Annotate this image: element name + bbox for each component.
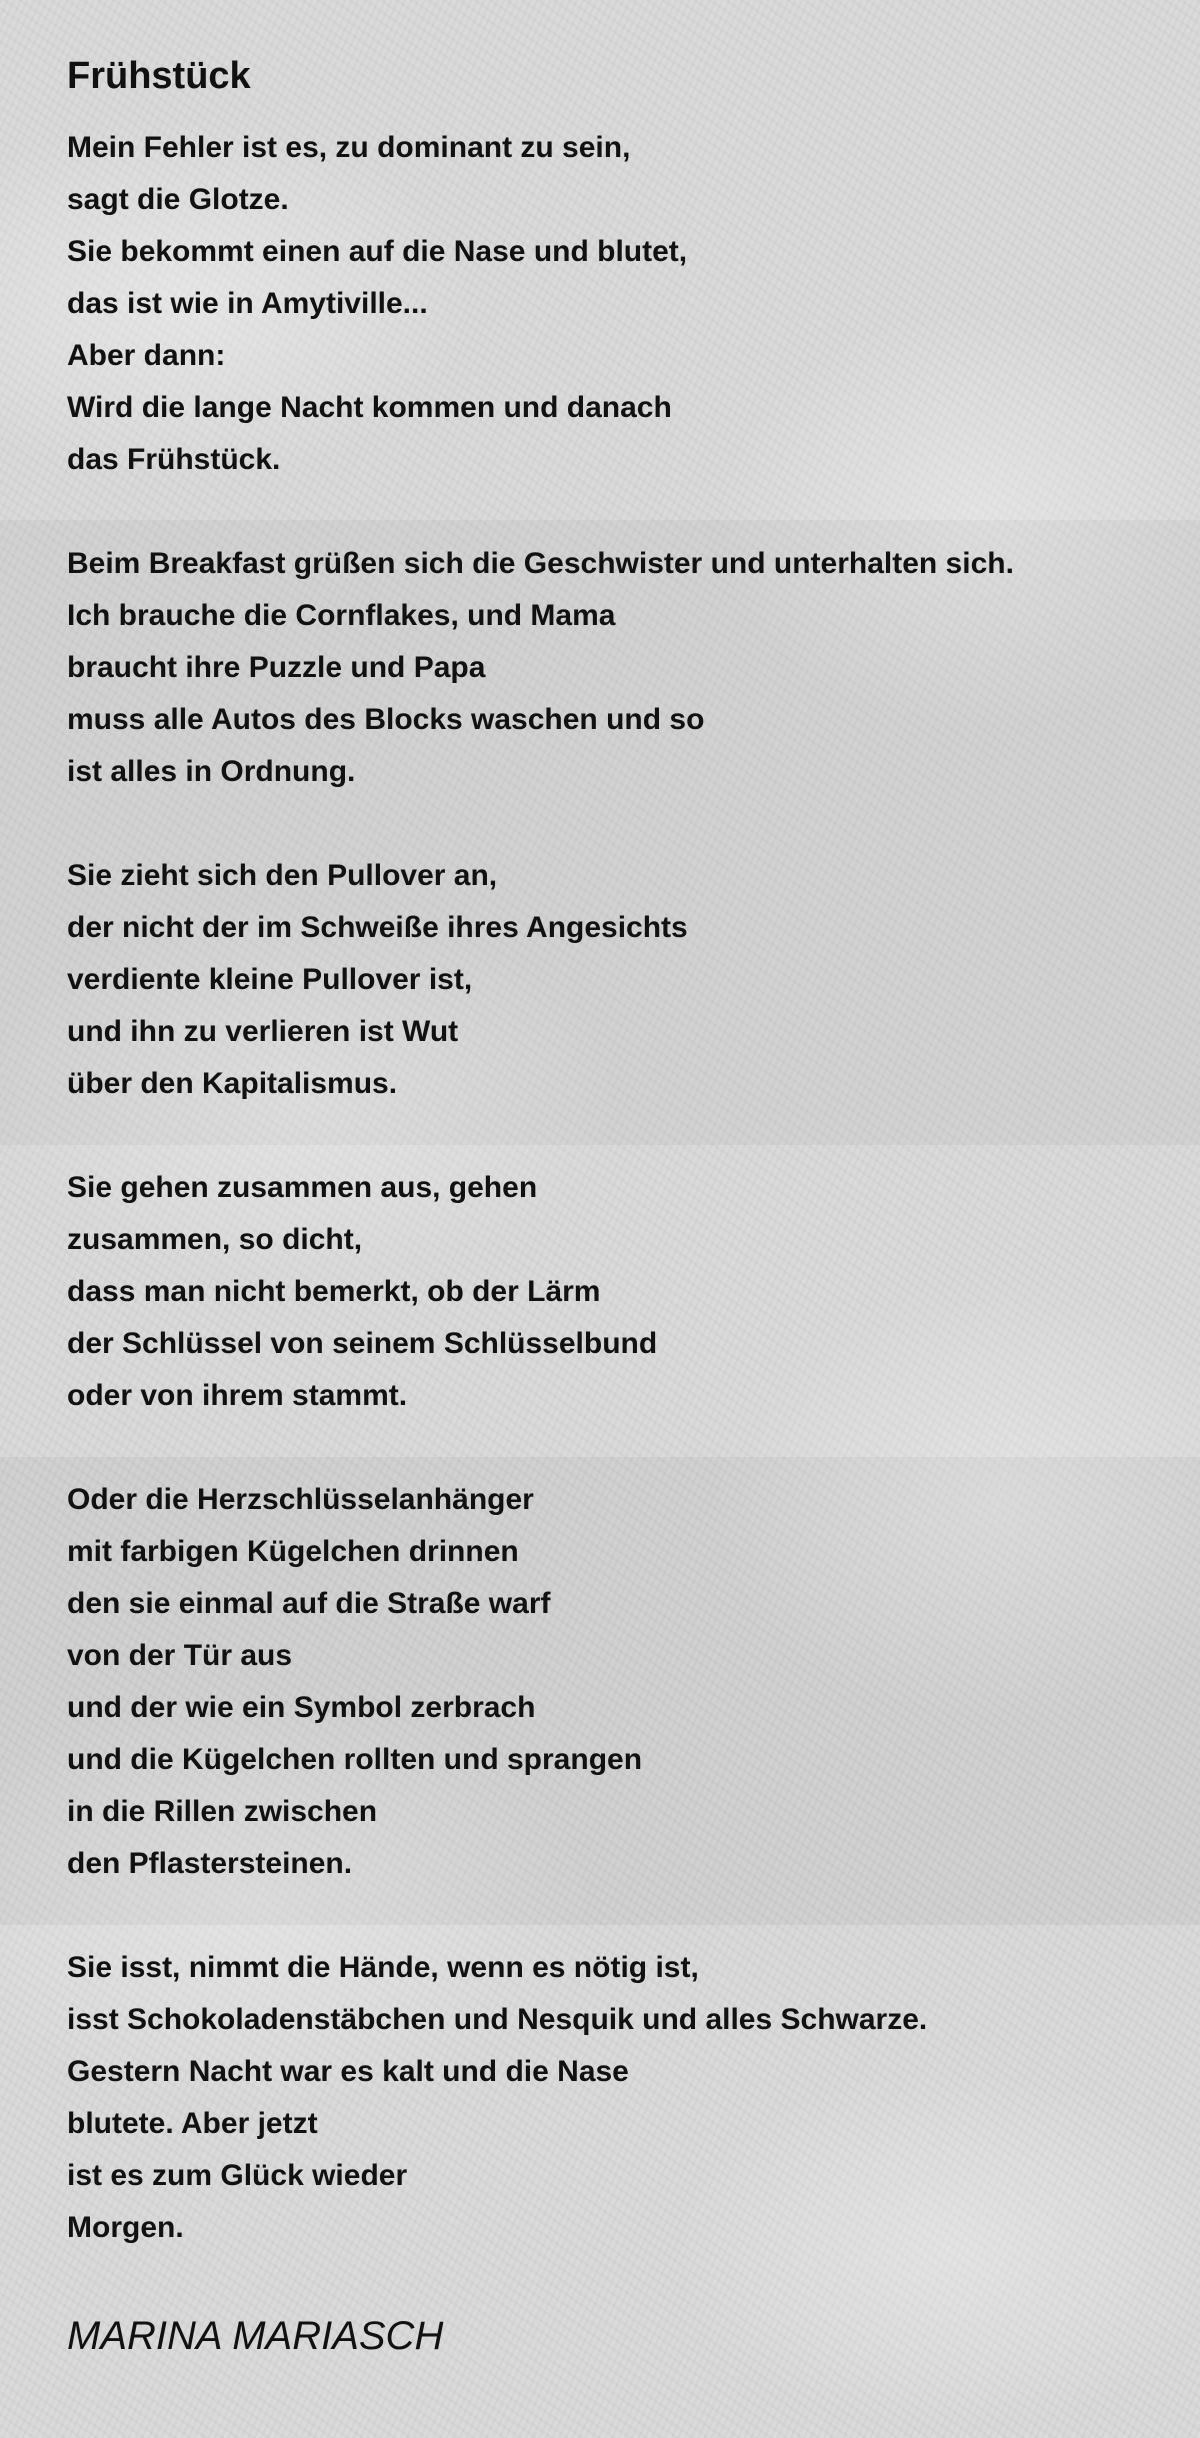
poem-line: Gestern Nacht war es kalt und die Nase: [67, 2055, 629, 2088]
poem-line: das ist wie in Amytiville...: [67, 287, 428, 320]
poem-line: Sie gehen zusammen aus, gehen: [67, 1171, 538, 1204]
stanza-5: [67, 1474, 1167, 1890]
stanza-4: [67, 1162, 1167, 1422]
poem-line: Beim Breakfast grüßen sich die Geschwister und unterhalten sich.: [67, 547, 1014, 580]
poem-line: über den Kapitalismus.: [67, 1067, 398, 1100]
poem-line: und ihn zu verlieren ist Wut: [67, 1015, 459, 1048]
poem-line: Oder die Herzschlüsselanhänger: [67, 1483, 534, 1516]
poem-line: Sie isst, nimmt die Hände, wenn es nötig ist,: [67, 1951, 699, 1984]
poem-line: Sie zieht sich den Pullover an,: [67, 859, 498, 892]
poem-line: isst Schokoladenstäbchen und Nesquik und alles Schwarze.: [67, 2003, 928, 2036]
poem-line: den sie einmal auf die Straße warf: [67, 1587, 551, 1620]
stanza-2: [67, 538, 1167, 798]
poem-line: dass man nicht bemerkt, ob der Lärm: [67, 1275, 601, 1308]
poem-line: und der wie ein Symbol zerbrach: [67, 1691, 536, 1724]
poem-line: Aber dann:: [67, 339, 226, 372]
poem-line: verdiente kleine Pullover ist,: [67, 963, 473, 996]
poem-line: blutete. Aber jetzt: [67, 2107, 318, 2140]
stanza-3: [67, 850, 1167, 1110]
poem-line: in die Rillen zwischen: [67, 1795, 378, 1828]
poem-line: ist alles in Ordnung.: [67, 755, 356, 788]
poem-line: und die Kügelchen rollten und sprangen: [67, 1743, 643, 1776]
poem-line: Morgen.: [67, 2211, 184, 2244]
poem-title: Frühstück: [67, 55, 251, 97]
stanza-6: [67, 1942, 1167, 2254]
poem-line: der Schlüssel von seinem Schlüsselbund: [67, 1327, 658, 1360]
poem-container: [67, 50, 1167, 2366]
poem-line: ist es zum Glück wieder: [67, 2159, 408, 2192]
poem-line: oder von ihrem stammt.: [67, 1379, 408, 1412]
poem-line: braucht ihre Puzzle und Papa: [67, 651, 486, 684]
poem-line: Wird die lange Nacht kommen und danach: [67, 391, 672, 424]
poem-line: den Pflastersteinen.: [67, 1847, 353, 1880]
poem-line: das Frühstück.: [67, 443, 281, 476]
stanza-1: [67, 122, 1167, 486]
poem-line: Mein Fehler ist es, zu dominant zu sein,: [67, 131, 631, 164]
poem-line: Sie bekommt einen auf die Nase und blutet,: [67, 235, 688, 268]
poem-line: Ich brauche die Cornflakes, und Mama: [67, 599, 616, 632]
poem-author: MARINA MARIASCH: [67, 2314, 444, 2358]
poem-line: der nicht der im Schweiße ihres Angesichts: [67, 911, 688, 944]
poem-line: muss alle Autos des Blocks waschen und so: [67, 703, 705, 736]
poem-line: von der Tür aus: [67, 1639, 293, 1672]
poem-line: zusammen, so dicht,: [67, 1223, 363, 1256]
poem-line: mit farbigen Kügelchen drinnen: [67, 1535, 519, 1568]
poem-line: sagt die Glotze.: [67, 183, 289, 216]
